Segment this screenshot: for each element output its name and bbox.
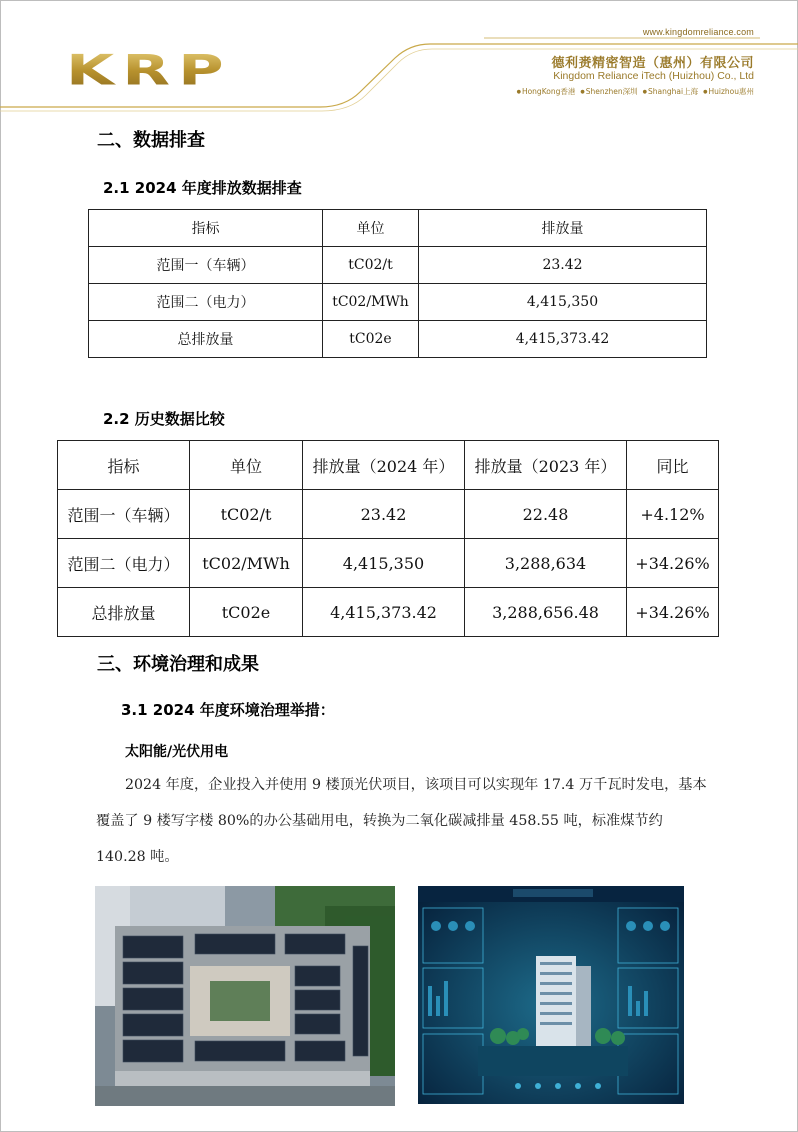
location-item: ● Shenzhen深圳 xyxy=(580,86,637,97)
table-cell: 范围二（电力） xyxy=(89,284,323,321)
table-header-cell: 单位 xyxy=(190,441,303,490)
rooftop-solar-photo xyxy=(95,886,395,1106)
energy-dashboard-image xyxy=(418,886,684,1104)
krp-logo xyxy=(66,52,266,94)
topic-title-solar: 太阳能/光伏用电 xyxy=(125,744,229,760)
table-cell: 23.42 xyxy=(303,490,465,539)
office-locations xyxy=(517,86,754,97)
table-cell: +34.26% xyxy=(627,588,719,637)
table-cell: 3,288,656.48 xyxy=(465,588,627,637)
table-header-row xyxy=(89,210,707,247)
table-row xyxy=(58,539,719,588)
table-cell: tC02e xyxy=(190,588,303,637)
table-cell: 范围二（电力） xyxy=(58,539,190,588)
table-cell: 4,415,350 xyxy=(303,539,465,588)
table-header-cell: 排放量 xyxy=(419,210,707,247)
table-row xyxy=(58,490,719,539)
table-cell: tC02e xyxy=(323,321,419,358)
table-cell: tC02/t xyxy=(190,490,303,539)
table-header-cell: 指标 xyxy=(89,210,323,247)
table-cell: 总排放量 xyxy=(89,321,323,358)
table-row xyxy=(58,588,719,637)
table-cell: +34.26% xyxy=(627,539,719,588)
solar-paragraph: 2024 年度，企业投入并使用 9 楼顶光伏项目，该项目可以实现年 17.4 万千瓦时发电，基本覆盖了 9 楼写字楼 80%的办公基础用电，转换为二氧化碳减排量 458.55 吨，标准煤节约 140.28 吨。 xyxy=(96,777,707,865)
table-row xyxy=(89,321,707,358)
table-cell: tC02/MWh xyxy=(190,539,303,588)
website-url: www.kingdomreliance.com xyxy=(642,27,754,37)
page-header xyxy=(0,0,798,115)
table-row xyxy=(89,284,707,321)
table-header-row xyxy=(58,441,719,490)
table-cell: 4,415,373.42 xyxy=(303,588,465,637)
table-cell: tC02/t xyxy=(323,247,419,284)
table-header-cell: 指标 xyxy=(58,441,190,490)
table-cell: 4,415,350 xyxy=(419,284,707,321)
emission-table-2024 xyxy=(88,209,707,358)
table-header-cell: 单位 xyxy=(323,210,419,247)
location-item: ● Huizhou惠州 xyxy=(703,86,754,97)
subsection-title-2-1: 2.1 2024 年度排放数据排查 xyxy=(103,179,302,197)
table-row xyxy=(89,247,707,284)
table-cell: 22.48 xyxy=(465,490,627,539)
table-cell: tC02/MWh xyxy=(323,284,419,321)
table-header-cell: 同比 xyxy=(627,441,719,490)
table-cell: 范围一（车辆） xyxy=(89,247,323,284)
section-title-environment: 三、环境治理和成果 xyxy=(97,654,259,675)
location-item: ● HongKong香港 xyxy=(517,86,576,97)
subsection-title-3-1: 3.1 2024 年度环境治理举措： xyxy=(121,701,335,719)
table-header-cell: 排放量（2024 年） xyxy=(303,441,465,490)
company-name-en: Kingdom Reliance iTech (Huizhou) Co., Ltd xyxy=(553,70,754,82)
table-cell: 4,415,373.42 xyxy=(419,321,707,358)
section-title-data-check: 二、数据排查 xyxy=(97,130,205,151)
location-item: ● Shanghai上海 xyxy=(643,86,698,97)
table-cell: 3,288,634 xyxy=(465,539,627,588)
table-cell: 23.42 xyxy=(419,247,707,284)
subsection-title-2-2: 2.2 历史数据比较 xyxy=(103,410,225,428)
table-cell: 总排放量 xyxy=(58,588,190,637)
emission-history-table xyxy=(57,440,719,637)
svg-text:KRP: KRP xyxy=(66,52,232,94)
table-cell: +4.12% xyxy=(627,490,719,539)
company-name-cn: 德利赉精密智造（惠州）有限公司 xyxy=(551,56,754,71)
table-cell: 范围一（车辆） xyxy=(58,490,190,539)
table-header-cell: 排放量（2023 年） xyxy=(465,441,627,490)
